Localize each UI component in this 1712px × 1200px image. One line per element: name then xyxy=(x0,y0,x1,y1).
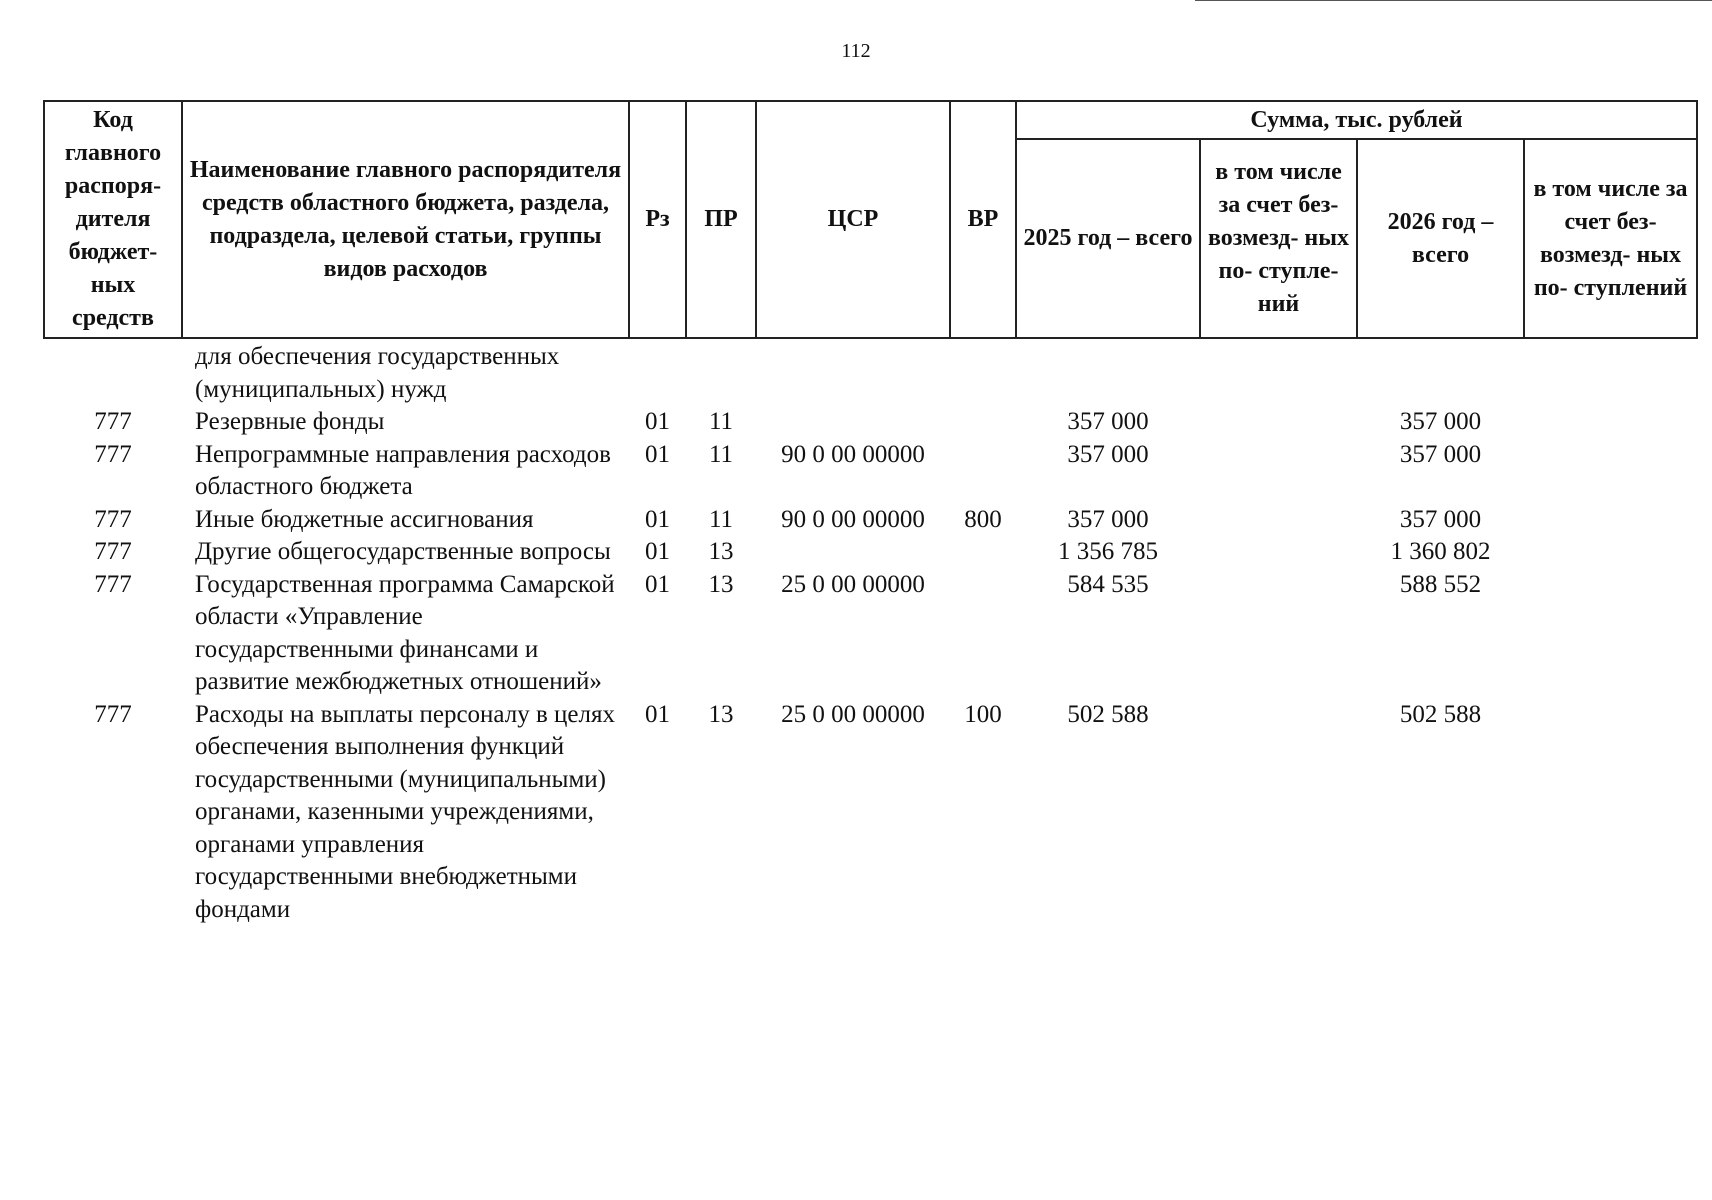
cell-rz xyxy=(629,338,686,406)
cell-2025-incl xyxy=(1200,569,1357,699)
cell-2026-total: 357 000 xyxy=(1399,440,1482,468)
cell-csr: 25 0 00 00000 xyxy=(781,570,925,598)
cell-2026-incl xyxy=(1524,338,1697,406)
header-sum: Сумма, тыс. рублей xyxy=(1016,101,1697,139)
cell-csr xyxy=(756,536,950,569)
cell-vr: 800 xyxy=(964,505,1002,533)
cell-csr: 90 0 00 00000 xyxy=(781,505,925,533)
cell-rz: 01 xyxy=(645,408,670,435)
cell-2026-total: 502 588 xyxy=(1399,700,1482,728)
cell-kod: 777 xyxy=(94,538,132,565)
cell-pr xyxy=(686,338,756,406)
cell-name: Другие общегосударственные вопросы xyxy=(195,538,611,565)
cell-2025-incl xyxy=(1200,504,1357,537)
cell-vr: 100 xyxy=(964,700,1002,728)
cell-2025-total: 1 356 785 xyxy=(1058,538,1158,565)
cell-kod xyxy=(44,338,182,406)
cell-name: Непрограммные направления расходов областного бюджета xyxy=(195,440,611,500)
cell-rz: 01 xyxy=(645,538,670,565)
cell-pr: 11 xyxy=(708,408,734,435)
cell-pr: 11 xyxy=(708,440,734,468)
cell-2026-incl xyxy=(1524,406,1697,439)
table-row xyxy=(44,699,1697,927)
table-header xyxy=(44,101,1697,338)
header-name: Наименование главного распорядителя средств областного бюджета, раздела, подраздела, целевой статьи, группы видов расходов xyxy=(182,101,629,338)
cell-pr: 11 xyxy=(708,505,734,533)
cell-rz: 01 xyxy=(645,700,670,728)
cell-name: Резервные фонды xyxy=(195,408,385,435)
cell-csr xyxy=(756,338,950,406)
cell-2025-incl xyxy=(1200,338,1357,406)
table-row xyxy=(44,338,1697,406)
cell-2026-incl xyxy=(1524,569,1697,699)
cell-name: для обеспечения государственных (муниципальных) нужд xyxy=(195,343,560,403)
cell-name: Расходы на выплаты персоналу в целях обеспечения выполнения функций государственными (муниципальными) органами, казенными учреждениями, органами управления государственными внебюджетными фондами xyxy=(195,700,615,923)
cell-2025-total: 502 588 xyxy=(1067,700,1149,728)
cell-kod: 777 xyxy=(94,408,132,435)
cell-name: Государственная программа Самарской области «Управление государственными финансами и развитие межбюджетных отношений» xyxy=(195,570,615,695)
header-2025-total: 2025 год – всего xyxy=(1016,139,1200,338)
cell-2026-total: 1 360 802 xyxy=(1390,538,1491,565)
cell-kod: 777 xyxy=(94,440,132,468)
cell-2025-total: 357 000 xyxy=(1067,505,1149,533)
cell-pr: 13 xyxy=(708,538,734,565)
cell-2026-total: 357 000 xyxy=(1399,505,1482,533)
table-row xyxy=(44,536,1697,569)
cell-pr: 13 xyxy=(708,700,734,728)
cell-rz: 01 xyxy=(645,570,670,598)
table-body xyxy=(44,338,1697,926)
cell-vr xyxy=(950,439,1016,504)
cell-rz: 01 xyxy=(645,505,670,533)
cell-2025-total xyxy=(1016,338,1200,406)
cell-pr: 13 xyxy=(708,570,734,598)
budget-table xyxy=(43,100,1698,926)
cell-name: Иные бюджетные ассигнования xyxy=(195,505,534,533)
cell-2026-incl xyxy=(1524,536,1697,569)
header-2026-incl: в том числе за счет без- возмезд- ных по- ступлений xyxy=(1524,139,1697,338)
top-rule xyxy=(1195,0,1712,1)
cell-2026-incl xyxy=(1524,699,1697,927)
cell-2025-incl xyxy=(1200,536,1357,569)
cell-vr xyxy=(950,569,1016,699)
cell-2025-incl xyxy=(1200,699,1357,927)
cell-2025-incl xyxy=(1200,406,1357,439)
header-csr: ЦСР xyxy=(756,101,950,338)
header-kod: Код главного распоря- дителя бюджет- ных средств xyxy=(44,101,182,338)
cell-vr xyxy=(950,536,1016,569)
header-pr: ПР xyxy=(686,101,756,338)
cell-2026-incl xyxy=(1524,504,1697,537)
cell-vr xyxy=(950,406,1016,439)
cell-2025-total: 357 000 xyxy=(1067,440,1149,468)
header-vr: ВР xyxy=(950,101,1016,338)
cell-2025-total: 357 000 xyxy=(1067,408,1149,435)
cell-kod: 777 xyxy=(94,700,132,728)
cell-2026-incl xyxy=(1524,439,1697,504)
cell-csr: 25 0 00 00000 xyxy=(781,700,925,728)
cell-vr xyxy=(950,338,1016,406)
header-2026-total: 2026 год – всего xyxy=(1357,139,1524,338)
cell-2026-total: 588 552 xyxy=(1399,570,1482,598)
cell-2025-incl xyxy=(1200,439,1357,504)
cell-2025-total: 584 535 xyxy=(1067,570,1149,598)
table-row xyxy=(44,504,1697,537)
page-number: 112 xyxy=(841,40,871,62)
cell-kod: 777 xyxy=(94,570,132,598)
cell-csr xyxy=(756,406,950,439)
table-row xyxy=(44,569,1697,699)
table-row xyxy=(44,439,1697,504)
cell-kod: 777 xyxy=(94,505,132,533)
cell-2026-total: 357 000 xyxy=(1399,408,1482,435)
table-row xyxy=(44,406,1697,439)
cell-2026-total xyxy=(1357,338,1524,406)
header-rz: Рз xyxy=(629,101,686,338)
cell-rz: 01 xyxy=(645,440,670,468)
header-2025-incl: в том числе за счет без- возмезд- ных по- ступле- ний xyxy=(1200,139,1357,338)
cell-csr: 90 0 00 00000 xyxy=(781,440,925,468)
